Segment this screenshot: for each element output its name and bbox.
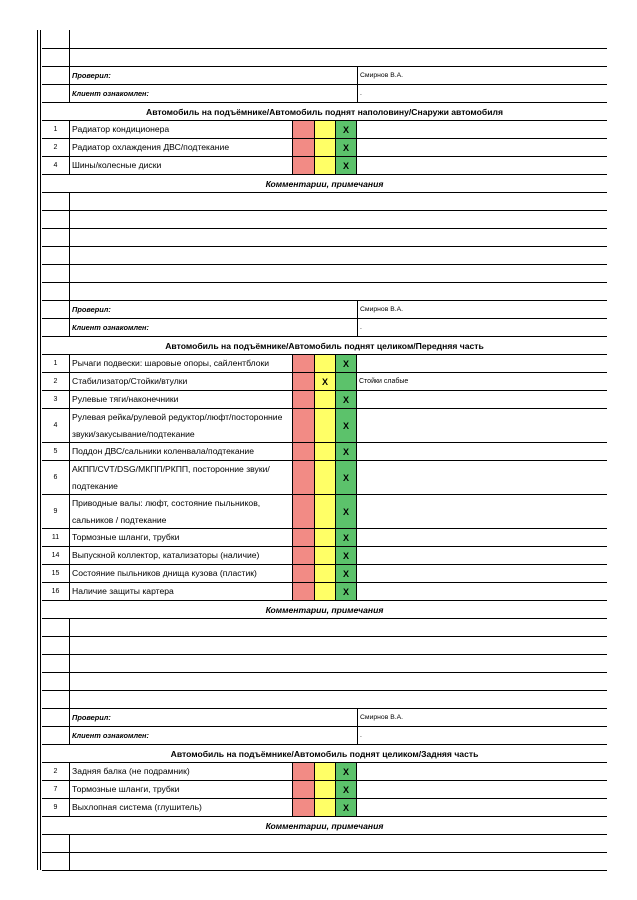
item-name: Шины/колесные диски [70, 157, 293, 174]
status-red-cell[interactable] [293, 583, 315, 600]
status-yellow-cell[interactable] [315, 157, 336, 174]
comment-line[interactable] [42, 655, 607, 673]
item-number: 4 [42, 157, 70, 174]
checked-name: Смирнов В.А. [360, 714, 404, 721]
item-number: 15 [42, 565, 70, 582]
checked-row [42, 301, 607, 319]
status-yellow-cell[interactable] [315, 409, 336, 442]
status-red-cell[interactable] [293, 495, 315, 528]
status-red-cell[interactable] [293, 565, 315, 582]
item-name: Приводные валы: люфт, состояние пыльников, сальников / подтекание [70, 495, 293, 528]
section-title: Автомобиль на подъёмнике/Автомобиль поднят целиком/Задняя часть [170, 748, 479, 759]
comments-title-row [42, 817, 607, 835]
client-value: . [360, 90, 362, 97]
status-green-cell[interactable]: X [336, 157, 357, 174]
item-name: Поддон ДВС/сальники коленвала/подтекание [70, 443, 293, 460]
item-note [357, 799, 607, 816]
blank-row [42, 30, 607, 49]
comment-line[interactable] [42, 265, 607, 283]
comment-line[interactable] [42, 691, 607, 709]
status-yellow-cell[interactable] [315, 529, 336, 546]
status-green-cell[interactable]: X [336, 583, 357, 600]
comments-title: Комментарии, примечания [265, 178, 384, 189]
item-name: Радиатор охлаждения ДВС/подтекание [70, 139, 293, 156]
status-yellow-cell[interactable] [315, 799, 336, 816]
item-note [357, 583, 607, 600]
item-number: 2 [42, 763, 70, 780]
item-name: Тормозные шланги, трубки [70, 529, 293, 546]
item-note [357, 157, 607, 174]
item-number: 6 [42, 461, 70, 494]
comment-line[interactable] [42, 247, 607, 265]
status-green-cell[interactable]: X [336, 529, 357, 546]
section-title: Автомобиль на подъёмнике/Автомобиль поднят целиком/Передняя часть [165, 340, 484, 351]
section-title: Автомобиль на подъёмнике/Автомобиль поднят наполовину/Снаружи автомобиля [145, 106, 503, 117]
checklist-row [42, 121, 607, 139]
checklist-row [42, 529, 607, 547]
checklist-row [42, 583, 607, 601]
status-red-cell[interactable] [293, 373, 315, 390]
status-red-cell[interactable] [293, 139, 315, 156]
client-label: Клиент ознакомлен: [70, 319, 358, 336]
item-note [357, 763, 607, 780]
checklist-row [42, 763, 607, 781]
status-yellow-cell[interactable] [315, 763, 336, 780]
checklist-row [42, 373, 607, 391]
comments-title: Комментарии, примечания [265, 604, 384, 615]
section-items [42, 355, 607, 601]
client-row [42, 319, 607, 337]
item-name: Тормозные шланги, трубки [70, 781, 293, 798]
item-name: АКПП/CVT/DSG/МКПП/РКПП, посторонние звуки/ подтекание [70, 461, 293, 494]
checklist-row [42, 355, 607, 373]
status-yellow-cell[interactable]: X [315, 373, 336, 390]
client-value: . [360, 732, 362, 739]
inspection-sheet [42, 30, 607, 871]
comment-line[interactable] [42, 229, 607, 247]
status-green-cell[interactable]: X [336, 799, 357, 816]
status-red-cell[interactable] [293, 157, 315, 174]
item-note [357, 461, 607, 494]
status-red-cell[interactable] [293, 443, 315, 460]
client-value: . [360, 324, 362, 331]
comment-line[interactable] [42, 637, 607, 655]
item-note [357, 355, 607, 372]
status-yellow-cell[interactable] [315, 391, 336, 408]
blank-row [42, 49, 607, 67]
item-number: 9 [42, 799, 70, 816]
checked-row [42, 67, 607, 85]
item-number: 5 [42, 443, 70, 460]
checked-row [42, 709, 607, 727]
status-yellow-cell[interactable] [315, 781, 336, 798]
status-green-cell[interactable]: X [336, 547, 357, 564]
item-note [357, 529, 607, 546]
item-name: Рулевая рейка/рулевой редуктор/люфт/посторонние звуки/закусывание/подтекание [70, 409, 293, 442]
status-red-cell[interactable] [293, 121, 315, 138]
left-border-outer [37, 30, 38, 870]
item-note [357, 443, 607, 460]
checklist-row [42, 157, 607, 175]
checklist-row [42, 565, 607, 583]
section-title-row [42, 337, 607, 355]
status-yellow-cell[interactable] [315, 443, 336, 460]
comment-line[interactable] [42, 619, 607, 637]
item-note [357, 391, 607, 408]
status-green-cell[interactable]: X [336, 443, 357, 460]
status-yellow-cell[interactable] [315, 461, 336, 494]
status-green-cell[interactable]: X [336, 763, 357, 780]
section-title-row [42, 745, 607, 763]
checklist-row [42, 799, 607, 817]
comments-title-row [42, 175, 607, 193]
status-yellow-cell[interactable] [315, 547, 336, 564]
comments-title: Комментарии, примечания [265, 820, 384, 831]
checklist-row [42, 391, 607, 409]
comment-line[interactable] [42, 835, 607, 853]
item-name: Задняя балка (не подрамник) [70, 763, 293, 780]
status-yellow-cell[interactable] [315, 355, 336, 372]
item-number: 9 [42, 495, 70, 528]
comment-line[interactable] [42, 211, 607, 229]
section-items [42, 121, 607, 175]
status-red-cell[interactable] [293, 529, 315, 546]
item-name: Рычаги подвески: шаровые опоры, сайлентблоки [70, 355, 293, 372]
checked-name: Смирнов В.А. [360, 306, 404, 313]
checklist-row [42, 495, 607, 529]
client-row [42, 85, 607, 103]
item-name: Выпускной коллектор, катализаторы (наличие) [70, 547, 293, 564]
item-number: 1 [42, 355, 70, 372]
item-note [357, 409, 607, 442]
status-red-cell[interactable] [293, 409, 315, 442]
item-name: Рулевые тяги/наконечники [70, 391, 293, 408]
blank-row [42, 283, 607, 301]
section-title-row [42, 103, 607, 121]
comments-title-row [42, 601, 607, 619]
client-row [42, 727, 607, 745]
checklist-row [42, 781, 607, 799]
comment-line[interactable] [42, 193, 607, 211]
status-red-cell[interactable] [293, 799, 315, 816]
item-note [357, 139, 607, 156]
status-red-cell[interactable] [293, 391, 315, 408]
status-green-cell[interactable]: X [336, 565, 357, 582]
status-green-cell[interactable]: X [336, 391, 357, 408]
item-name: Состояние пыльников днища кузова (пластик) [70, 565, 293, 582]
status-green-cell[interactable]: X [336, 139, 357, 156]
status-yellow-cell[interactable] [315, 495, 336, 528]
status-green-cell[interactable]: X [336, 121, 357, 138]
item-note [357, 565, 607, 582]
item-number: 3 [42, 391, 70, 408]
status-yellow-cell[interactable] [315, 139, 336, 156]
item-note [357, 121, 607, 138]
item-name: Радиатор кондиционера [70, 121, 293, 138]
item-number: 14 [42, 547, 70, 564]
item-number: 2 [42, 139, 70, 156]
client-label: Клиент ознакомлен: [70, 85, 358, 102]
status-yellow-cell[interactable] [315, 121, 336, 138]
checklist-row [42, 443, 607, 461]
item-number: 16 [42, 583, 70, 600]
item-note [357, 781, 607, 798]
checklist-row [42, 139, 607, 157]
status-green-cell[interactable] [336, 373, 357, 390]
client-label: Клиент ознакомлен: [70, 727, 358, 744]
status-red-cell[interactable] [293, 355, 315, 372]
item-note [357, 547, 607, 564]
item-note [357, 495, 607, 528]
status-yellow-cell[interactable] [315, 565, 336, 582]
left-border-inner [40, 30, 41, 870]
item-number: 1 [42, 121, 70, 138]
status-red-cell[interactable] [293, 781, 315, 798]
item-number: 4 [42, 409, 70, 442]
status-green-cell[interactable]: X [336, 409, 357, 442]
item-note: Стойки слабые [359, 378, 409, 385]
status-yellow-cell[interactable] [315, 583, 336, 600]
checked-label: Проверил: [70, 301, 358, 318]
item-name: Выхлопная система (глушитель) [70, 799, 293, 816]
comment-line[interactable] [42, 673, 607, 691]
status-green-cell[interactable]: X [336, 495, 357, 528]
status-red-cell[interactable] [293, 547, 315, 564]
comment-line[interactable] [42, 853, 607, 871]
section-items [42, 763, 607, 817]
item-name: Стабилизатор/Стойки/втулки [70, 373, 293, 390]
status-green-cell[interactable]: X [336, 461, 357, 494]
status-red-cell[interactable] [293, 763, 315, 780]
item-name: Наличие защиты картера [70, 583, 293, 600]
status-green-cell[interactable]: X [336, 781, 357, 798]
checklist-row [42, 461, 607, 495]
checklist-row [42, 547, 607, 565]
item-number: 11 [42, 529, 70, 546]
checklist-row [42, 409, 607, 443]
checked-label: Проверил: [70, 709, 358, 726]
checked-label: Проверил: [70, 67, 358, 84]
checked-name: Смирнов В.А. [360, 72, 404, 79]
item-number: 2 [42, 373, 70, 390]
status-green-cell[interactable]: X [336, 355, 357, 372]
status-red-cell[interactable] [293, 461, 315, 494]
item-number: 7 [42, 781, 70, 798]
